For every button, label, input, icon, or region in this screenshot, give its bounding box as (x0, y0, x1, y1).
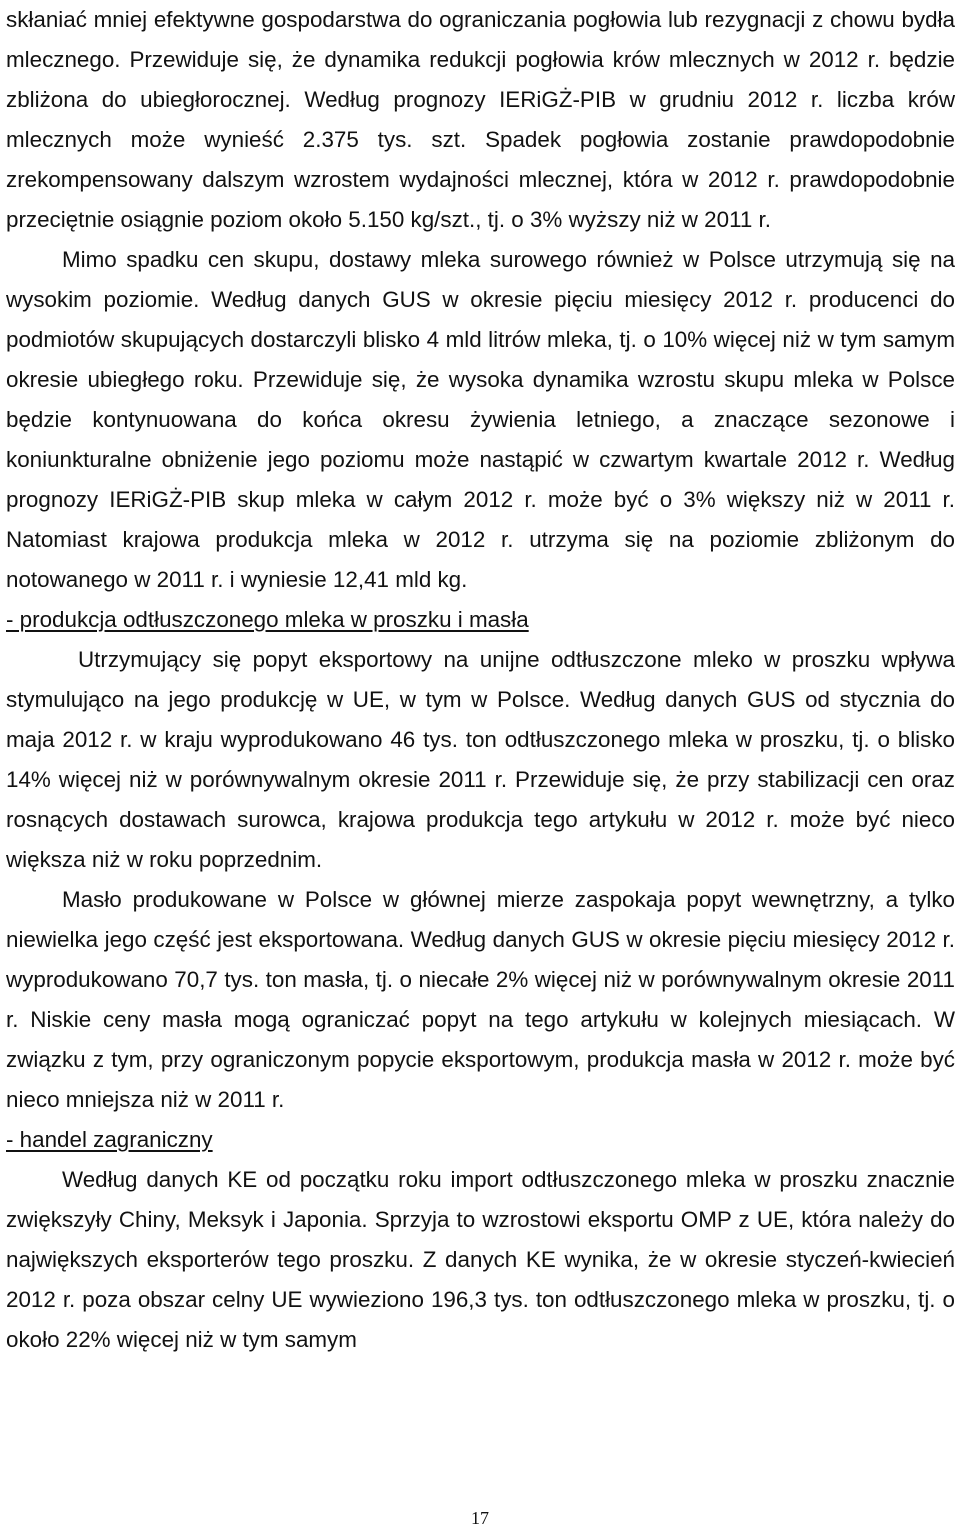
section-heading-produkcja: - produkcja odtłuszczonego mleka w proszku i masła (6, 607, 529, 632)
document-page (6, 0, 955, 1360)
paragraph-handel-zagraniczny: Według danych KE od początku roku import odtłuszczonego mleka w proszku znacznie zwiększyły Chiny, Meksyk i Japonia. Sprzyja to wzrostowi eksportu OMP z UE, która należy do największych eksporterów tego proszku. Z danych KE wynika, że w okresie styczeń-kwiecień 2012 r. poza obszar celny UE wywieziono 196,3 tys. ton odtłuszczonego mleka w proszku, tj. o około 22% więcej niż w tym samym (6, 1167, 955, 1352)
paragraph-dostawy-mleka: Mimo spadku cen skupu, dostawy mleka surowego również w Polsce utrzymują się na wysokim poziomie. Według danych GUS w okresie pięciu miesięcy 2012 r. producenci do podmiotów skupujących dostarczyli blisko 4 mld litrów mleka, tj. o 10% więcej niż w tym samym okresie ubiegłego roku. Przewiduje się, że wysoka dynamika wzrostu skupu mleka w Polsce będzie kontynuowana do końca okresu żywienia letniego, a znaczące sezonowe i koniunkturalne obniżenie jego poziomu może nastąpić w czwartym kwartale 2012 r. Według prognozy IERiGŻ-PIB skup mleka w całym 2012 r. może być o 3% większy niż w 2011 r. Natomiast krajowa produkcja mleka w 2012 r. utrzyma się na poziomie zbliżonym do notowanego w 2011 r. i wyniesie 12,41 mld kg. (6, 247, 955, 592)
page-number: 17 (471, 1508, 489, 1528)
paragraph-odtluszczone-mleko: Utrzymujący się popyt eksportowy na unijne odtłuszczone mleko w proszku wpływa stymulująco na jego produkcję w UE, w tym w Polsce. Według danych GUS od stycznia do maja 2012 r. w kraju wyprodukowano 46 tys. ton odtłuszczonego mleka w proszku, tj. o blisko 14% więcej niż w porównywalnym okresie 2011 r. Przewiduje się, że przy stabilizacji cen oraz rosnących dostawach surowca, krajowa produkcja tego artykułu w 2012 r. może być nieco większa niż w roku poprzednim. (6, 647, 955, 872)
paragraph-pogłowie: skłaniać mniej efektywne gospodarstwa do ograniczania pogłowia lub rezygnacji z chowu bydła mlecznego. Przewiduje się, że dynamika redukcji pogłowia krów mlecznych w 2012 r. będzie zbliżona do ubiegłorocznej. Według prognozy IERiGŻ-PIB w grudniu 2012 r. liczba krów mlecznych może wynieść 2.375 tys. szt. Spadek pogłowia zostanie prawdopodobnie zrekompensowany dalszym wzrostem wydajności mlecznej, która w 2012 r. prawdopodobnie przeciętnie osiągnie poziom około 5.150 kg/szt., tj. o 3% wyższy niż w 2011 r. (6, 7, 955, 232)
section-heading-handel: - handel zagraniczny (6, 1127, 213, 1152)
paragraph-maslo: Masło produkowane w Polsce w głównej mierze zaspokaja popyt wewnętrzny, a tylko niewielka jego część jest eksportowana. Według danych GUS w okresie pięciu miesięcy 2012 r. wyprodukowano 70,7 tys. ton masła, tj. o niecałe 2% więcej niż w porównywalnym okresie 2011 r. Niskie ceny masła mogą ograniczać popyt na tego artykułu w kolejnych miesiącach. W związku z tym, przy ograniczonym popycie eksportowym, produkcja masła w 2012 r. może być nieco mniejsza niż w 2011 r. (6, 887, 955, 1112)
